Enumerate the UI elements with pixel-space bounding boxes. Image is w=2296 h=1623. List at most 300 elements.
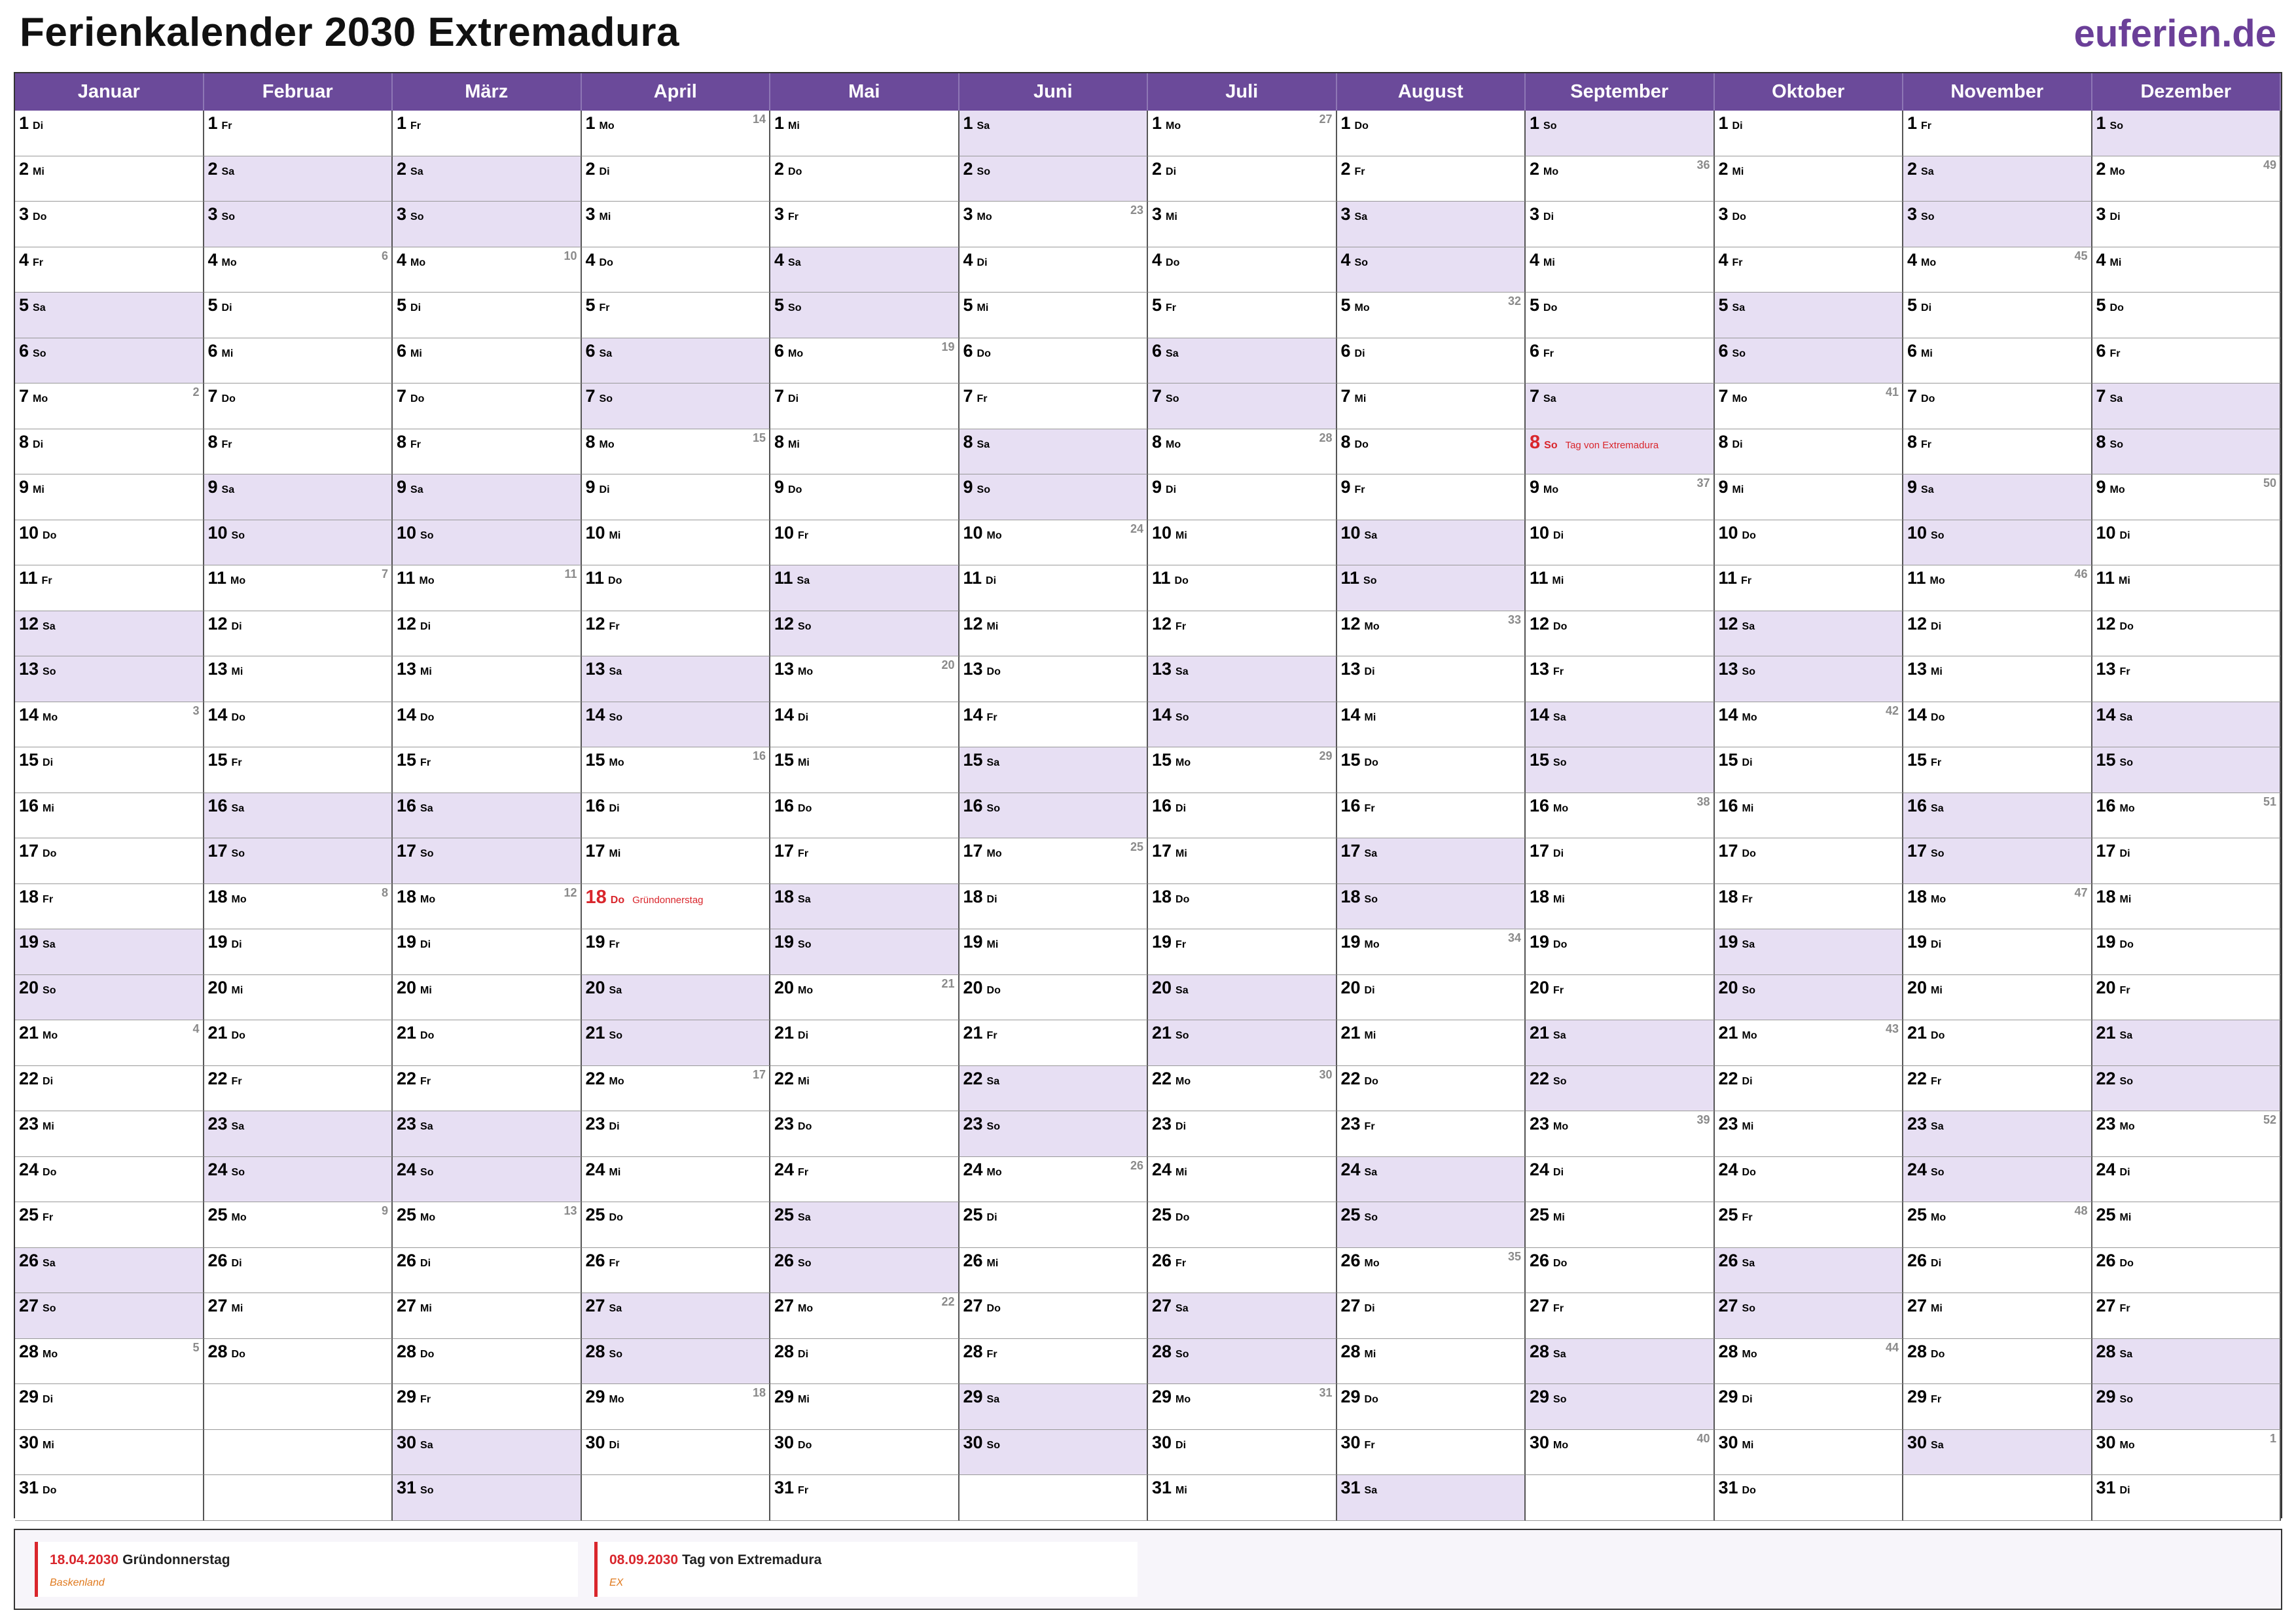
day-number: 7 Do <box>207 386 236 406</box>
day-cell <box>1148 520 1337 566</box>
weekday-label: Sa <box>986 757 1000 768</box>
day-number: 22 Di <box>19 1068 54 1088</box>
weekday-label: Fr <box>41 575 52 586</box>
day-number: 6 Di <box>1340 340 1365 361</box>
day-number: 14 Do <box>1907 704 1945 724</box>
legend-date: 08.09.2030 Tag von Extremadura <box>609 1552 822 1567</box>
day-cell <box>582 793 771 839</box>
day-number: 10 Mi <box>585 522 621 543</box>
weekday-label: Mo <box>1364 1257 1380 1269</box>
day-number: 19 Sa <box>1718 932 1755 952</box>
weekday-label: Mi <box>1175 1485 1187 1496</box>
weekday-label: Mo <box>977 211 992 223</box>
weekday-label: Do <box>1553 620 1568 632</box>
day-number: 16 Mi <box>1718 795 1754 815</box>
day-number: 22 Do <box>1340 1068 1378 1088</box>
weekday-label: So <box>231 529 245 541</box>
day-number: 9 Mo <box>2096 477 2125 497</box>
day-cell <box>770 338 960 384</box>
day-number: 19 Do <box>2096 932 2134 952</box>
month-header: September <box>1526 73 1715 111</box>
day-cell <box>1903 474 2092 520</box>
day-cell <box>1337 1430 1526 1476</box>
day-cell <box>2092 975 2282 1021</box>
week-number: 47 <box>2074 885 2088 899</box>
day-number: 3 Do <box>1718 204 1746 224</box>
day-cell <box>2092 247 2282 293</box>
day-cell <box>1715 1020 1904 1066</box>
day-number: 18 Fr <box>19 886 54 906</box>
day-number: 28 So <box>585 1341 622 1361</box>
day-number: 14 Fr <box>963 704 997 724</box>
day-cell <box>1337 1248 1526 1294</box>
day-cell <box>1526 838 1715 884</box>
day-number: 19 Do <box>1530 932 1568 952</box>
day-number: 9 Fr <box>1340 477 1365 497</box>
day-number: 5 Do <box>2096 295 2124 315</box>
weekday-label: Mi <box>1543 257 1555 268</box>
weekday-label: Mo <box>609 1394 624 1405</box>
day-number: 16 Sa <box>207 795 245 815</box>
day-cell <box>770 1293 960 1339</box>
day-cell <box>1337 202 1526 247</box>
day-number: 22 Sa <box>963 1068 1000 1088</box>
day-cell <box>1526 1020 1715 1066</box>
day-cell <box>15 1430 204 1476</box>
day-cell <box>960 975 1149 1021</box>
weekday-label: Sa <box>1742 620 1755 632</box>
weekday-label: Do <box>420 1030 435 1041</box>
day-cell <box>393 565 582 611</box>
weekday-label: Mo <box>1742 711 1757 723</box>
day-number: 13 Fr <box>2096 659 2130 679</box>
day-cell <box>960 247 1149 293</box>
day-cell <box>1903 793 2092 839</box>
day-cell <box>2092 929 2282 975</box>
weekday-label: Fr <box>1364 802 1375 814</box>
week-number: 24 <box>1130 522 1143 535</box>
weekday-label: Fr <box>420 757 431 768</box>
week-number: 5 <box>192 1340 200 1354</box>
weekday-label: Fr <box>1742 893 1753 905</box>
day-number: 9 Sa <box>1907 477 1934 497</box>
day-number: 25 Mo <box>207 1205 247 1224</box>
day-cell <box>582 1066 771 1112</box>
day-cell <box>960 884 1149 930</box>
day-number: 12 Mo <box>1340 613 1380 633</box>
day-number: 14 Sa <box>2096 704 2133 724</box>
weekday-label: Sa <box>1931 802 1944 814</box>
day-number: 18 Mo <box>1907 886 1946 906</box>
weekday-label: Do <box>986 1303 1001 1314</box>
weekday-label: Mi <box>788 438 800 450</box>
day-cell <box>15 338 204 384</box>
weekday-label: Sa <box>410 484 423 495</box>
day-number: 13 Di <box>1340 659 1375 679</box>
day-number: 10 Mo <box>963 522 1002 543</box>
week-number: 26 <box>1130 1158 1143 1172</box>
day-number: 1 Fr <box>1907 113 1932 133</box>
weekday-label: Do <box>2109 302 2124 313</box>
day-cell <box>1526 611 1715 657</box>
weekday-label: Do <box>1364 757 1378 768</box>
brand-logo[interactable]: euferien.de <box>2073 12 2276 55</box>
day-cell <box>770 838 960 884</box>
month-header: November <box>1903 73 2092 111</box>
day-cell <box>1526 338 1715 384</box>
day-cell <box>204 383 393 429</box>
day-cell <box>393 1248 582 1294</box>
weekday-label: Di <box>1364 666 1375 677</box>
day-number: 27 Fr <box>2096 1296 2130 1315</box>
day-cell <box>1903 1157 2092 1203</box>
day-number: 20 So <box>1718 977 1755 997</box>
day-cell <box>1715 1111 1904 1157</box>
day-number: 25 Fr <box>1718 1205 1753 1224</box>
day-cell <box>1526 1293 1715 1339</box>
day-cell <box>204 520 393 566</box>
month-header: Oktober <box>1715 73 1904 111</box>
weekday-label: Di <box>1742 1075 1753 1087</box>
day-number: 14 So <box>1152 704 1189 724</box>
day-cell <box>204 702 393 748</box>
weekday-label: Di <box>231 939 242 950</box>
weekday-label: So <box>420 848 434 859</box>
weekday-label: Mi <box>1354 393 1367 404</box>
day-number: 11 Fr <box>1718 568 1752 588</box>
day-number: 9 Sa <box>397 477 423 497</box>
day-number: 16 So <box>963 795 1000 815</box>
weekday-label: Mi <box>1553 893 1565 905</box>
day-cell <box>2092 520 2282 566</box>
day-cell <box>960 1339 1149 1385</box>
weekday-label: Sa <box>1931 1121 1944 1132</box>
day-number: 15 So <box>1530 750 1567 770</box>
day-number: 3 Di <box>1530 204 1554 224</box>
weekday-label: Mi <box>410 348 422 359</box>
weekday-label: So <box>420 1166 434 1178</box>
day-cell <box>770 1430 960 1476</box>
weekday-label: So <box>1364 893 1378 905</box>
day-number: 18 Mo <box>397 886 436 906</box>
month-header: Juni <box>960 73 1149 111</box>
weekday-label: Do <box>33 211 47 223</box>
weekday-label: Di <box>2109 211 2121 223</box>
weekday-label: Fr <box>986 711 997 723</box>
day-cell <box>582 202 771 247</box>
week-number: 1 <box>2269 1431 2276 1445</box>
weekday-label: Mo <box>419 575 435 586</box>
day-number: 24 Di <box>1530 1159 1564 1179</box>
weekday-label: Sa <box>1553 1030 1566 1041</box>
day-cell <box>15 702 204 748</box>
week-number: 6 <box>381 249 388 262</box>
day-cell <box>393 202 582 247</box>
weekday-label: Mi <box>2119 893 2132 905</box>
weekday-label: Mo <box>231 893 247 905</box>
day-cell <box>1337 838 1526 884</box>
day-number: 2 Mo <box>2096 158 2125 179</box>
weekday-label: Di <box>1543 211 1554 223</box>
weekday-label: Mo <box>231 1212 247 1223</box>
day-number: 12 Sa <box>19 613 56 633</box>
weekday-label: Mo <box>1929 575 1945 586</box>
day-cell <box>1526 1202 1715 1248</box>
day-cell <box>1148 884 1337 930</box>
day-cell <box>1715 1248 1904 1294</box>
weekday-label: Mo <box>1732 393 1748 404</box>
day-number: 16 Mi <box>19 795 54 815</box>
legend-region: Baskenland <box>50 1577 105 1588</box>
weekday-label: Do <box>231 1030 245 1041</box>
week-number: 52 <box>2263 1113 2276 1126</box>
day-cell <box>1148 156 1337 202</box>
day-number: 1 Fr <box>207 113 232 133</box>
day-number: 6 Sa <box>1152 340 1179 361</box>
day-number: 29 Fr <box>1907 1387 1942 1406</box>
weekday-label: Fr <box>1742 1212 1753 1223</box>
day-cell <box>1148 1339 1337 1385</box>
day-cell <box>770 747 960 793</box>
day-cell <box>15 929 204 975</box>
day-number: 18 Do <box>1152 886 1190 906</box>
day-cell <box>15 565 204 611</box>
holiday-label: Tag von Extremadura <box>1565 439 1659 451</box>
day-number: 11 Fr <box>19 568 52 588</box>
day-number: 8 Mo <box>585 431 615 452</box>
day-number: 1 Di <box>1718 113 1743 133</box>
weekday-label: So <box>798 1257 812 1269</box>
week-number: 25 <box>1130 840 1143 853</box>
week-number: 28 <box>1319 431 1333 444</box>
day-cell <box>770 247 960 293</box>
weekday-label: Fr <box>1553 666 1564 677</box>
day-cell <box>15 429 204 475</box>
day-cell <box>1337 1384 1526 1430</box>
weekday-label: Di <box>1742 757 1753 768</box>
day-cell <box>204 156 393 202</box>
day-cell <box>204 338 393 384</box>
weekday-label: Di <box>1175 1121 1187 1132</box>
week-number: 40 <box>1696 1431 1710 1445</box>
day-number: 19 So <box>774 932 812 952</box>
weekday-label: Mo <box>599 120 615 132</box>
week-number: 30 <box>1319 1067 1333 1081</box>
day-number: 26 So <box>774 1250 812 1270</box>
weekday-label: Mi <box>231 984 243 996</box>
day-number: 26 Di <box>207 1250 242 1270</box>
day-number: 17 Do <box>19 841 57 861</box>
weekday-label: Sa <box>221 166 235 177</box>
day-number: 29 So <box>1530 1387 1567 1406</box>
day-number: 24 Di <box>2096 1159 2130 1179</box>
day-cell <box>1715 1202 1904 1248</box>
weekday-label: So <box>1175 1030 1189 1041</box>
day-number: 11 So <box>1340 568 1377 588</box>
weekday-label: Mo <box>609 757 624 768</box>
day-number: 18 Mi <box>2096 886 2132 906</box>
day-cell <box>1148 1293 1337 1339</box>
day-cell <box>2092 1248 2282 1294</box>
day-cell <box>2092 1293 2282 1339</box>
weekday-label: Mo <box>788 348 804 359</box>
day-cell <box>2092 1020 2282 1066</box>
week-number: 2 <box>192 385 200 399</box>
weekday-label: Mi <box>986 620 999 632</box>
day-number: 10 Di <box>1530 522 1564 543</box>
day-number: 30 Sa <box>1907 1432 1944 1452</box>
day-cell <box>204 838 393 884</box>
day-number: 12 Sa <box>1718 613 1755 633</box>
day-number: 28 Do <box>397 1341 435 1361</box>
weekday-label: Mo <box>33 393 48 404</box>
day-cell <box>960 1202 1149 1248</box>
day-cell <box>1148 1111 1337 1157</box>
day-number: 7 Sa <box>1530 386 1556 406</box>
weekday-label: Sa <box>420 1439 433 1451</box>
weekday-label: Di <box>33 120 44 132</box>
weekday-label: Di <box>2119 1485 2130 1496</box>
weekday-label: Mi <box>1364 711 1376 723</box>
weekday-label: Di <box>420 939 431 950</box>
day-cell <box>770 1384 960 1430</box>
day-cell <box>1903 156 2092 202</box>
day-number: 7 Mi <box>1340 386 1367 406</box>
day-cell <box>204 202 393 247</box>
day-number: 29 Do <box>1340 1387 1378 1406</box>
day-number: 4 Fr <box>1718 249 1743 270</box>
day-number: 19 Di <box>1907 932 1942 952</box>
day-cell <box>1337 884 1526 930</box>
week-number: 12 <box>564 885 577 899</box>
day-number: 16 Fr <box>1340 795 1375 815</box>
week-number: 17 <box>752 1067 766 1081</box>
weekday-label: Di <box>599 166 610 177</box>
day-cell <box>960 474 1149 520</box>
day-number: 15 Di <box>1718 750 1753 770</box>
empty-day-cell <box>1526 1475 1715 1521</box>
weekday-label: Di <box>43 1394 54 1405</box>
day-number: 4 Fr <box>19 249 44 270</box>
weekday-label: Fr <box>1931 1394 1942 1405</box>
day-number: 30 Do <box>774 1432 812 1452</box>
day-number: 23 Fr <box>1340 1114 1375 1133</box>
day-number: 4 Do <box>585 249 613 270</box>
weekday-label: Mo <box>1166 438 1181 450</box>
weekday-label: Mo <box>1543 166 1559 177</box>
day-number: 8 Fr <box>397 431 422 452</box>
day-cell <box>770 611 960 657</box>
day-number: 11 Do <box>585 568 622 588</box>
day-number: 28 Fr <box>963 1341 997 1361</box>
day-number: 18 Mi <box>1530 886 1565 906</box>
weekday-label: Sa <box>2119 1348 2133 1360</box>
weekday-label: Mi <box>986 1257 999 1269</box>
day-number: 17 So <box>397 841 434 861</box>
day-cell <box>960 429 1149 475</box>
weekday-label: Fr <box>2109 348 2121 359</box>
day-cell <box>582 247 771 293</box>
weekday-label: Sa <box>1742 939 1755 950</box>
day-cell <box>1337 702 1526 748</box>
weekday-label: Mo <box>1553 1121 1569 1132</box>
weekday-label: Do <box>1742 848 1756 859</box>
day-cell <box>393 247 582 293</box>
day-number: 3 So <box>1907 204 1935 224</box>
day-number: 8 Fr <box>1907 431 1932 452</box>
day-cell <box>1715 202 1904 247</box>
day-number: 8 So Tag von Extremadura <box>1530 431 1659 453</box>
day-cell <box>393 656 582 702</box>
day-number: 10 So <box>1907 522 1945 543</box>
weekday-label: Fr <box>609 1257 620 1269</box>
week-number: 19 <box>941 340 955 353</box>
day-cell <box>1526 1430 1715 1476</box>
weekday-label: Di <box>410 302 422 313</box>
day-number: 21 Fr <box>963 1023 997 1043</box>
day-cell <box>1148 247 1337 293</box>
weekday-label: Fr <box>410 120 422 132</box>
day-cell <box>770 202 960 247</box>
weekday-label: Do <box>798 1439 812 1451</box>
weekday-label: Do <box>1553 939 1568 950</box>
day-cell <box>393 1111 582 1157</box>
day-cell <box>204 656 393 702</box>
day-cell <box>1148 1384 1337 1430</box>
weekday-label: Do <box>609 1212 623 1223</box>
weekday-label: Mi <box>798 1075 810 1087</box>
day-number: 8 Mo <box>1152 431 1181 452</box>
weekday-label: So <box>1742 666 1755 677</box>
day-number: 14 Mo <box>1718 704 1757 724</box>
day-cell <box>1148 565 1337 611</box>
day-cell <box>1903 702 2092 748</box>
weekday-label: Sa <box>1175 666 1189 677</box>
day-number: 8 Di <box>19 431 44 452</box>
day-number: 10 Do <box>1718 522 1756 543</box>
day-number: 21 Do <box>397 1023 435 1043</box>
weekday-label: Mi <box>1931 1303 1943 1314</box>
day-cell <box>393 1202 582 1248</box>
weekday-label: Sa <box>1364 529 1378 541</box>
day-cell <box>2092 1384 2282 1430</box>
weekday-label: So <box>1921 211 1935 223</box>
day-cell <box>1715 293 1904 338</box>
day-cell <box>393 293 582 338</box>
day-number: 20 Mi <box>1907 977 1943 997</box>
day-number: 10 Mi <box>1152 522 1187 543</box>
day-cell <box>204 611 393 657</box>
day-number: 28 Do <box>1907 1341 1945 1361</box>
day-number: 6 Mo <box>774 340 804 361</box>
day-number: 5 Do <box>1530 295 1558 315</box>
day-cell <box>204 565 393 611</box>
week-number: 45 <box>2074 249 2088 262</box>
day-cell <box>2092 1475 2282 1521</box>
day-number: 31 Mi <box>1152 1478 1187 1497</box>
day-cell <box>1148 1475 1337 1521</box>
day-cell <box>960 1157 1149 1203</box>
weekday-label: Mo <box>1166 120 1181 132</box>
weekday-label: Mi <box>1732 484 1744 495</box>
day-cell <box>1337 747 1526 793</box>
day-cell <box>1526 1248 1715 1294</box>
day-cell <box>1526 429 1715 475</box>
day-cell <box>582 1430 771 1476</box>
weekday-label: So <box>1175 1348 1189 1360</box>
month-header: Mai <box>770 73 960 111</box>
weekday-label: Mo <box>1364 939 1380 950</box>
